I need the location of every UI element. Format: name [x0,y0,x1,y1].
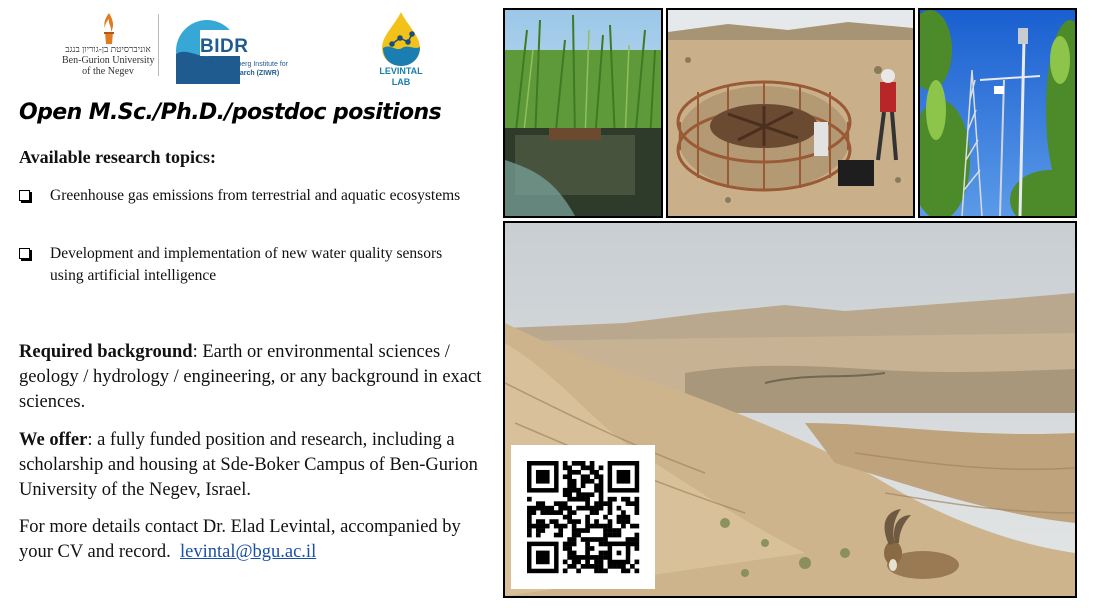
soil-chamber-photo [666,8,915,218]
topic-item-text: Development and implementation of new water quality sensors using artificial intelligence [50,245,443,284]
bidr-logo-subtitle [202,60,288,78]
bgu-english-name-2: of the Negev [82,66,134,77]
required-background-paragraph [19,340,494,415]
bgu-hebrew-name: אוניברסיטת בן-גוריון בנגב [65,44,151,54]
topic-item-text: Greenhouse gas emissions from terrestrial and aquatic ecosystems [50,187,461,204]
bgu-english-name: Ben-Gurion University [62,55,155,66]
topics-title: Available research topics: [19,147,216,167]
we-offer-paragraph [19,428,494,503]
bidr-subtitle-line2: Water Research (ZIWR) [202,70,280,77]
checkbox-bullet-icon [19,190,30,201]
lab-name-line1: LEVINTAL [379,66,423,76]
topic-item [19,243,479,287]
qr-code[interactable] [511,445,655,589]
bidr-subtitle-line1: The Zuckerberg Institute for [202,61,288,68]
contact-text: For more details contact Dr. Elad Levintal, accompanied by your CV and record. [19,517,461,562]
page-heading: Open M.Sc./Ph.D./postdoc positions [19,100,442,125]
logo-divider [158,14,159,76]
we-offer-text: : a fully funded position and research, including a scholarship and housing at Sde-Boker Campus of Ben-Gurion University of the Negev, Israel. [19,430,478,500]
weather-station-photo [918,8,1077,218]
contact-paragraph [19,515,494,565]
contact-email-link[interactable]: levintal@bgu.ac.il [179,542,317,562]
levintal-lab-logo-text [372,66,430,88]
we-offer-label: We offer [19,430,88,450]
qr-code-graphic [511,445,655,589]
bgu-logo-text [62,44,154,77]
bgu-flame-icon [100,12,118,46]
bidr-logo-name: BIDR [200,36,249,57]
lab-name-line2: LAB [391,77,411,87]
wetland-photo [503,8,663,218]
topic-item [19,185,479,207]
levintal-lab-logo-icon [376,10,426,68]
required-background-label: Required background [19,342,193,362]
required-background-text: : Earth or environmental sciences / geology / hydrology / engineering, or any background in exact sciences. [19,342,482,412]
checkbox-bullet-icon [19,248,30,259]
